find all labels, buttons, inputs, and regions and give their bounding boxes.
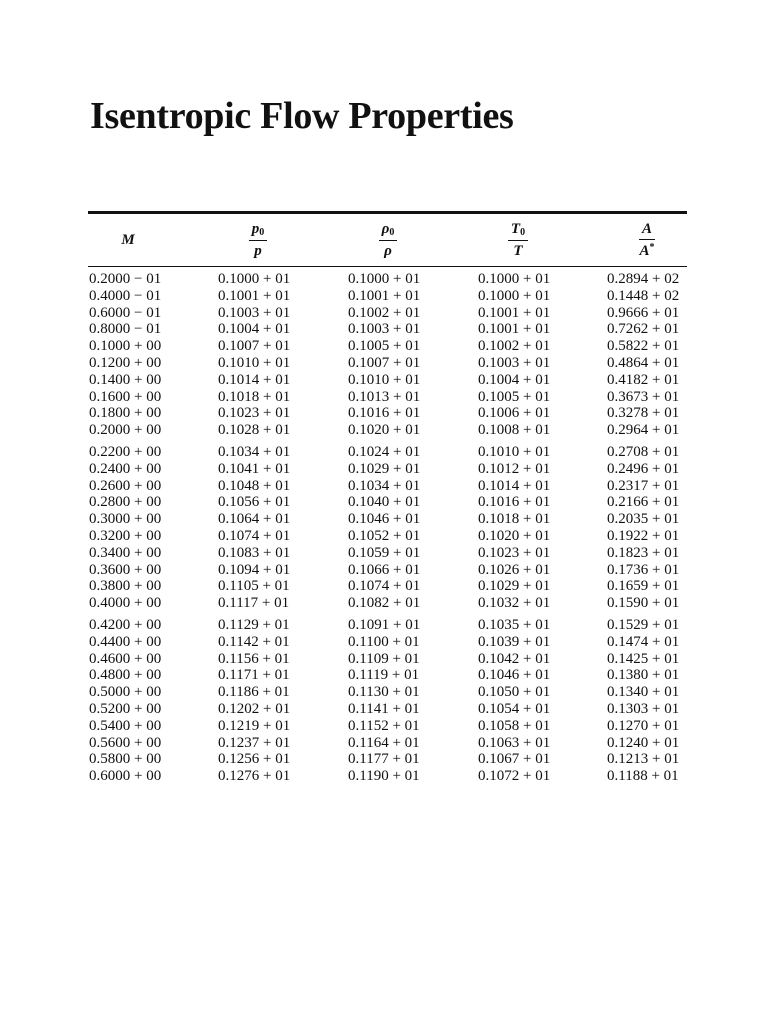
cell-density-ratio: 0.1141 + 01 — [348, 700, 420, 717]
cell-mach: 0.6000 − 01 — [89, 304, 162, 321]
table-row — [88, 735, 687, 752]
cell-pressure-ratio: 0.1007 + 01 — [218, 338, 291, 355]
cell-temperature-ratio: 0.1008 + 01 — [478, 422, 551, 439]
cell-temperature-ratio: 0.1067 + 01 — [478, 751, 551, 768]
table-row — [88, 751, 687, 768]
cell-temperature-ratio: 0.1050 + 01 — [478, 684, 551, 701]
cell-pressure-ratio: 0.1186 + 01 — [218, 684, 290, 701]
cell-area-ratio: 0.2708 + 01 — [607, 443, 680, 460]
cell-area-ratio: 0.3673 + 01 — [607, 388, 680, 405]
cell-density-ratio: 0.1024 + 01 — [348, 443, 421, 460]
cell-temperature-ratio: 0.1010 + 01 — [478, 443, 551, 460]
cell-pressure-ratio: 0.1171 + 01 — [218, 667, 290, 684]
cell-pressure-ratio: 0.1064 + 01 — [218, 511, 291, 528]
cell-temperature-ratio: 0.1012 + 01 — [478, 460, 551, 477]
cell-area-ratio: 0.1240 + 01 — [607, 734, 680, 751]
cell-area-ratio: 0.1188 + 01 — [607, 768, 679, 785]
isentropic-table — [88, 211, 687, 790]
cell-pressure-ratio: 0.1276 + 01 — [218, 768, 291, 785]
cell-area-ratio: 0.1270 + 01 — [607, 717, 680, 734]
cell-pressure-ratio: 0.1003 + 01 — [218, 304, 291, 321]
cell-temperature-ratio: 0.1014 + 01 — [478, 477, 551, 494]
cell-temperature-ratio: 0.1016 + 01 — [478, 494, 551, 511]
cell-mach: 0.6000 + 00 — [89, 768, 162, 785]
cell-density-ratio: 0.1001 + 01 — [348, 287, 421, 304]
density-ratio-numerator: ρ — [381, 220, 390, 237]
cell-density-ratio: 0.1100 + 01 — [348, 633, 420, 650]
col-header-mach-label: M — [121, 231, 135, 248]
cell-area-ratio: 0.9666 + 01 — [607, 304, 680, 321]
cell-area-ratio: 0.1425 + 01 — [607, 650, 680, 667]
cell-density-ratio: 0.1190 + 01 — [348, 768, 420, 785]
row-group — [88, 444, 687, 612]
col-header-pressure-ratio — [218, 214, 298, 266]
area-ratio-denominator-superscript: * — [649, 241, 655, 253]
cell-mach: 0.2800 + 00 — [89, 494, 162, 511]
cell-pressure-ratio: 0.1117 + 01 — [218, 595, 290, 612]
cell-pressure-ratio: 0.1023 + 01 — [218, 405, 291, 422]
cell-pressure-ratio: 0.1001 + 01 — [218, 287, 291, 304]
table-row — [88, 511, 687, 528]
area-ratio-denominator: A — [639, 242, 650, 259]
cell-mach: 0.5200 + 00 — [89, 700, 162, 717]
table-row — [88, 372, 687, 389]
cell-area-ratio: 0.1529 + 01 — [607, 616, 680, 633]
cell-density-ratio: 0.1005 + 01 — [348, 338, 421, 355]
cell-mach: 0.5800 + 00 — [89, 751, 162, 768]
cell-pressure-ratio: 0.1048 + 01 — [218, 477, 291, 494]
cell-area-ratio: 0.1922 + 01 — [607, 527, 680, 544]
table-row — [88, 422, 687, 439]
cell-temperature-ratio: 0.1018 + 01 — [478, 511, 551, 528]
cell-density-ratio: 0.1046 + 01 — [348, 511, 421, 528]
cell-temperature-ratio: 0.1000 + 01 — [478, 271, 551, 287]
cell-pressure-ratio: 0.1004 + 01 — [218, 321, 291, 338]
cell-pressure-ratio: 0.1056 + 01 — [218, 494, 291, 511]
cell-temperature-ratio: 0.1042 + 01 — [478, 650, 551, 667]
cell-density-ratio: 0.1016 + 01 — [348, 405, 421, 422]
cell-area-ratio: 0.1380 + 01 — [607, 667, 680, 684]
cell-density-ratio: 0.1010 + 01 — [348, 371, 421, 388]
cell-temperature-ratio: 0.1046 + 01 — [478, 667, 551, 684]
cell-temperature-ratio: 0.1054 + 01 — [478, 700, 551, 717]
row-group — [88, 271, 687, 439]
cell-density-ratio: 0.1013 + 01 — [348, 388, 421, 405]
cell-area-ratio: 0.1213 + 01 — [607, 751, 680, 768]
cell-density-ratio: 0.1091 + 01 — [348, 616, 421, 633]
cell-pressure-ratio: 0.1034 + 01 — [218, 443, 291, 460]
cell-mach: 0.4400 + 00 — [89, 633, 162, 650]
cell-area-ratio: 0.1448 + 02 — [607, 287, 680, 304]
table-row — [88, 684, 687, 701]
density-ratio-numerator-subscript: 0 — [389, 226, 395, 238]
cell-area-ratio: 0.1340 + 01 — [607, 684, 680, 701]
cell-temperature-ratio: 0.1001 + 01 — [478, 321, 551, 338]
cell-density-ratio: 0.1000 + 01 — [348, 271, 421, 287]
cell-density-ratio: 0.1177 + 01 — [348, 751, 420, 768]
cell-area-ratio: 0.3278 + 01 — [607, 405, 680, 422]
cell-temperature-ratio: 0.1020 + 01 — [478, 527, 551, 544]
cell-area-ratio: 0.2035 + 01 — [607, 511, 680, 528]
table-row — [88, 338, 687, 355]
row-group — [88, 617, 687, 785]
cell-temperature-ratio: 0.1026 + 01 — [478, 561, 551, 578]
cell-density-ratio: 0.1020 + 01 — [348, 422, 421, 439]
table-row — [88, 494, 687, 511]
cell-mach: 0.2600 + 00 — [89, 477, 162, 494]
table-row — [88, 528, 687, 545]
cell-density-ratio: 0.1119 + 01 — [348, 667, 420, 684]
cell-mach: 0.4000 − 01 — [89, 287, 162, 304]
cell-pressure-ratio: 0.1000 + 01 — [218, 271, 291, 287]
cell-mach: 0.4000 + 00 — [89, 595, 162, 612]
cell-pressure-ratio: 0.1256 + 01 — [218, 751, 291, 768]
temperature-ratio-numerator: T — [510, 220, 521, 237]
cell-pressure-ratio: 0.1105 + 01 — [218, 578, 290, 595]
table-row — [88, 768, 687, 785]
cell-mach: 0.2200 + 00 — [89, 443, 162, 460]
table-row — [88, 701, 687, 718]
table-row — [88, 405, 687, 422]
table-header-rule — [88, 266, 687, 267]
cell-mach: 0.5000 + 00 — [89, 684, 162, 701]
table-row — [88, 578, 687, 595]
cell-density-ratio: 0.1002 + 01 — [348, 304, 421, 321]
cell-area-ratio: 0.2894 + 02 — [607, 271, 680, 287]
cell-area-ratio: 0.2317 + 01 — [607, 477, 680, 494]
cell-pressure-ratio: 0.1142 + 01 — [218, 633, 290, 650]
cell-mach: 0.1200 + 00 — [89, 354, 162, 371]
cell-area-ratio: 0.5822 + 01 — [607, 338, 680, 355]
table-row — [88, 617, 687, 634]
cell-mach: 0.3800 + 00 — [89, 578, 162, 595]
table-row — [88, 545, 687, 562]
cell-mach: 0.3200 + 00 — [89, 527, 162, 544]
cell-density-ratio: 0.1074 + 01 — [348, 578, 421, 595]
cell-area-ratio: 0.7262 + 01 — [607, 321, 680, 338]
cell-temperature-ratio: 0.1001 + 01 — [478, 304, 551, 321]
table-row — [88, 667, 687, 684]
pressure-ratio-numerator-subscript: 0 — [259, 226, 265, 238]
cell-mach: 0.5600 + 00 — [89, 734, 162, 751]
cell-pressure-ratio: 0.1041 + 01 — [218, 460, 291, 477]
cell-pressure-ratio: 0.1018 + 01 — [218, 388, 291, 405]
density-ratio-denominator: ρ — [384, 242, 392, 259]
cell-pressure-ratio: 0.1202 + 01 — [218, 700, 291, 717]
cell-area-ratio: 0.2964 + 01 — [607, 422, 680, 439]
cell-temperature-ratio: 0.1029 + 01 — [478, 578, 551, 595]
table-header — [88, 214, 687, 266]
cell-pressure-ratio: 0.1129 + 01 — [218, 616, 290, 633]
table-row — [88, 595, 687, 612]
cell-pressure-ratio: 0.1094 + 01 — [218, 561, 291, 578]
cell-temperature-ratio: 0.1039 + 01 — [478, 633, 551, 650]
cell-mach: 0.3400 + 00 — [89, 544, 162, 561]
cell-mach: 0.2400 + 00 — [89, 460, 162, 477]
cell-temperature-ratio: 0.1005 + 01 — [478, 388, 551, 405]
table-row — [88, 718, 687, 735]
cell-temperature-ratio: 0.1023 + 01 — [478, 544, 551, 561]
cell-temperature-ratio: 0.1002 + 01 — [478, 338, 551, 355]
cell-density-ratio: 0.1152 + 01 — [348, 717, 420, 734]
cell-mach: 0.5400 + 00 — [89, 717, 162, 734]
cell-mach: 0.1600 + 00 — [89, 388, 162, 405]
col-header-mach — [88, 214, 168, 266]
cell-density-ratio: 0.1082 + 01 — [348, 595, 421, 612]
cell-temperature-ratio: 0.1003 + 01 — [478, 354, 551, 371]
cell-pressure-ratio: 0.1010 + 01 — [218, 354, 291, 371]
table-row — [88, 634, 687, 651]
table-row — [88, 562, 687, 579]
cell-density-ratio: 0.1109 + 01 — [348, 650, 420, 667]
temperature-ratio-numerator-subscript: 0 — [520, 226, 526, 238]
table-row — [88, 389, 687, 406]
cell-temperature-ratio: 0.1072 + 01 — [478, 768, 551, 785]
cell-mach: 0.3000 + 00 — [89, 511, 162, 528]
cell-density-ratio: 0.1059 + 01 — [348, 544, 421, 561]
cell-mach: 0.1400 + 00 — [89, 371, 162, 388]
cell-area-ratio: 0.1474 + 01 — [607, 633, 680, 650]
cell-mach: 0.4600 + 00 — [89, 650, 162, 667]
cell-area-ratio: 0.1823 + 01 — [607, 544, 680, 561]
cell-temperature-ratio: 0.1058 + 01 — [478, 717, 551, 734]
cell-area-ratio: 0.1736 + 01 — [607, 561, 680, 578]
cell-density-ratio: 0.1003 + 01 — [348, 321, 421, 338]
cell-density-ratio: 0.1034 + 01 — [348, 477, 421, 494]
cell-temperature-ratio: 0.1006 + 01 — [478, 405, 551, 422]
temperature-ratio-denominator: T — [513, 242, 523, 259]
table-row — [88, 305, 687, 322]
col-header-area-ratio — [607, 214, 687, 266]
cell-mach: 0.8000 − 01 — [89, 321, 162, 338]
table-row — [88, 321, 687, 338]
cell-area-ratio: 0.2166 + 01 — [607, 494, 680, 511]
cell-temperature-ratio: 0.1035 + 01 — [478, 616, 551, 633]
pressure-ratio-denominator: p — [254, 242, 262, 259]
cell-density-ratio: 0.1052 + 01 — [348, 527, 421, 544]
cell-temperature-ratio: 0.1004 + 01 — [478, 371, 551, 388]
cell-mach: 0.1000 + 00 — [89, 338, 162, 355]
cell-pressure-ratio: 0.1219 + 01 — [218, 717, 291, 734]
cell-mach: 0.4200 + 00 — [89, 616, 162, 633]
page-title: Isentropic Flow Properties — [90, 95, 514, 137]
table-row — [88, 444, 687, 461]
cell-area-ratio: 0.2496 + 01 — [607, 460, 680, 477]
cell-area-ratio: 0.4182 + 01 — [607, 371, 680, 388]
table-row — [88, 651, 687, 668]
cell-temperature-ratio: 0.1000 + 01 — [478, 287, 551, 304]
cell-mach: 0.2000 + 00 — [89, 422, 162, 439]
table-body — [88, 271, 687, 785]
cell-density-ratio: 0.1029 + 01 — [348, 460, 421, 477]
cell-pressure-ratio: 0.1237 + 01 — [218, 734, 291, 751]
cell-pressure-ratio: 0.1083 + 01 — [218, 544, 291, 561]
cell-pressure-ratio: 0.1074 + 01 — [218, 527, 291, 544]
cell-area-ratio: 0.1659 + 01 — [607, 578, 680, 595]
cell-temperature-ratio: 0.1032 + 01 — [478, 595, 551, 612]
cell-area-ratio: 0.1590 + 01 — [607, 595, 680, 612]
cell-area-ratio: 0.4864 + 01 — [607, 354, 680, 371]
cell-density-ratio: 0.1130 + 01 — [348, 684, 420, 701]
table-row — [88, 478, 687, 495]
cell-temperature-ratio: 0.1063 + 01 — [478, 734, 551, 751]
table-row — [88, 355, 687, 372]
table-row — [88, 271, 687, 288]
area-ratio-numerator: A — [639, 222, 655, 240]
cell-mach: 0.4800 + 00 — [89, 667, 162, 684]
cell-density-ratio: 0.1007 + 01 — [348, 354, 421, 371]
cell-mach: 0.1800 + 00 — [89, 405, 162, 422]
pressure-ratio-numerator: p — [251, 220, 260, 237]
cell-density-ratio: 0.1040 + 01 — [348, 494, 421, 511]
cell-mach: 0.3600 + 00 — [89, 561, 162, 578]
table-row — [88, 461, 687, 478]
cell-pressure-ratio: 0.1028 + 01 — [218, 422, 291, 439]
col-header-density-ratio — [348, 214, 428, 266]
cell-mach: 0.2000 − 01 — [89, 271, 162, 287]
col-header-temperature-ratio — [478, 214, 558, 266]
table-row — [88, 288, 687, 305]
cell-density-ratio: 0.1164 + 01 — [348, 734, 420, 751]
cell-density-ratio: 0.1066 + 01 — [348, 561, 421, 578]
cell-pressure-ratio: 0.1014 + 01 — [218, 371, 291, 388]
cell-pressure-ratio: 0.1156 + 01 — [218, 650, 290, 667]
cell-area-ratio: 0.1303 + 01 — [607, 700, 680, 717]
